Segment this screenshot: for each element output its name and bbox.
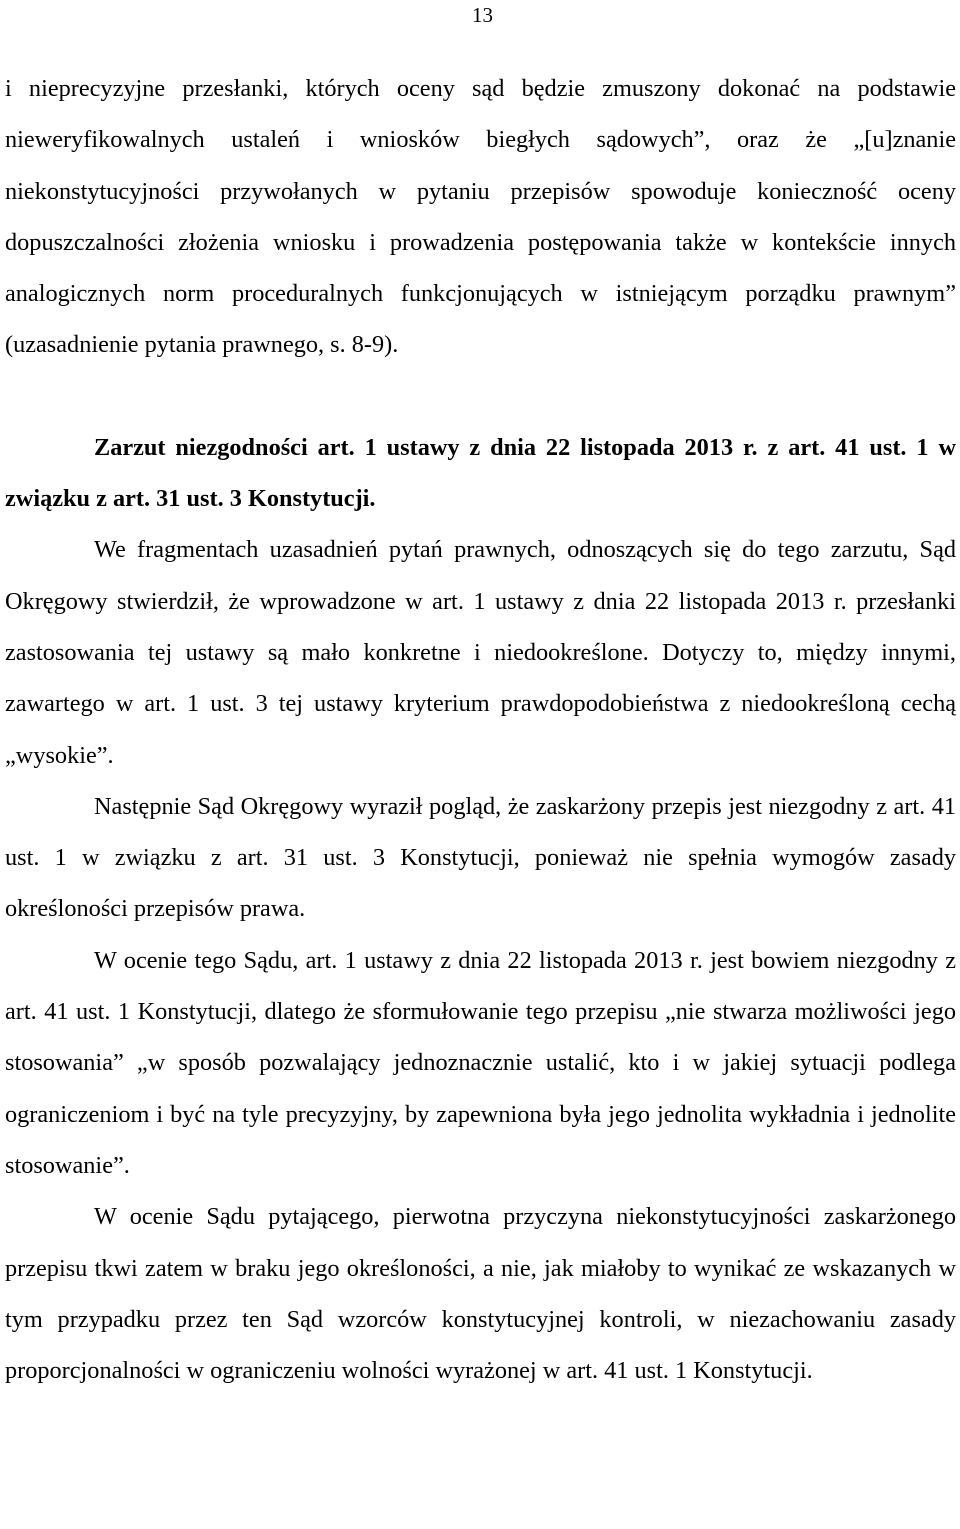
paragraph-continuation: i nieprecyzyjne przesłanki, których oceny sąd będzie zmuszony dokonać na podstawie nieweryfikowalnych ustaleń i wniosków biegłych sądowych”, oraz że „[u]znanie niekonstytucyjności przywołanych w pytaniu przepisów spowoduje konieczność oceny dopuszczalności złożenia wniosku i prowadzenia postępowania także w kontekście innych analogicznych norm proceduralnych funkcjonujących w istniejącym porządku prawnym” (uzasadnienie pytania prawnego, s. 8-9).: [5, 75, 956, 359]
paragraph: Następnie Sąd Okręgowy wyraził pogląd, że zaskarżony przepis jest niezgodny z art. 41 ust. 1 w związku z art. 31 ust. 3 Konstytucji, ponieważ nie spełnia wymogów zasady określoności przepisów prawa.: [5, 792, 956, 923]
paragraph: W ocenie Sądu pytającego, pierwotna przyczyna niekonstytucyjności zaskarżonego przepisu tkwi zatem w braku jego określoności, a nie, jak miałoby to wynikać ze wskazanych w tym przypadku przez ten Sąd wzorców konstytucyjnej kontroli, w niezachowaniu zasady proporcjonalności w ograniczeniu wolności wyrażonej w art. 41 ust. 1 Konstytucji.: [5, 1203, 956, 1385]
page-number: 13: [472, 3, 493, 27]
paragraph: W ocenie tego Sądu, art. 1 ustawy z dnia 22 listopada 2013 r. jest bowiem niezgodny z art. 41 ust. 1 Konstytucji, dlatego że sformułowanie tego przepisu „nie stwarza możliwości jego stosowania” „w sposób pozwalający jednoznacznie ustalić, kto i w jakiej sytuacji podlega ograniczeniom i być na tyle precyzyjny, by zapewniona była jego jednolita wykładnia i jednolite stosowanie”.: [5, 946, 956, 1179]
paragraph: We fragmentach uzasadnień pytań prawnych, odnoszących się do tego zarzutu, Sąd Okręgowy stwierdził, że wprowadzone w art. 1 ustawy z dnia 22 listopada 2013 r. przesłanki zastosowania tej ustawy są mało konkretne i niedookreślone. Dotyczy to, między innymi, zawartego w art. 1 ust. 3 tej ustawy kryterium prawdopodobieństwa z niedookreśloną cechą „wysokie”.: [5, 536, 956, 769]
document-body: [5, 63, 956, 1396]
section-heading: Zarzut niezgodności art. 1 ustawy z dnia 22 listopada 2013 r. z art. 41 ust. 1 w związku z art. 31 ust. 3 Konstytucji.: [5, 433, 956, 513]
